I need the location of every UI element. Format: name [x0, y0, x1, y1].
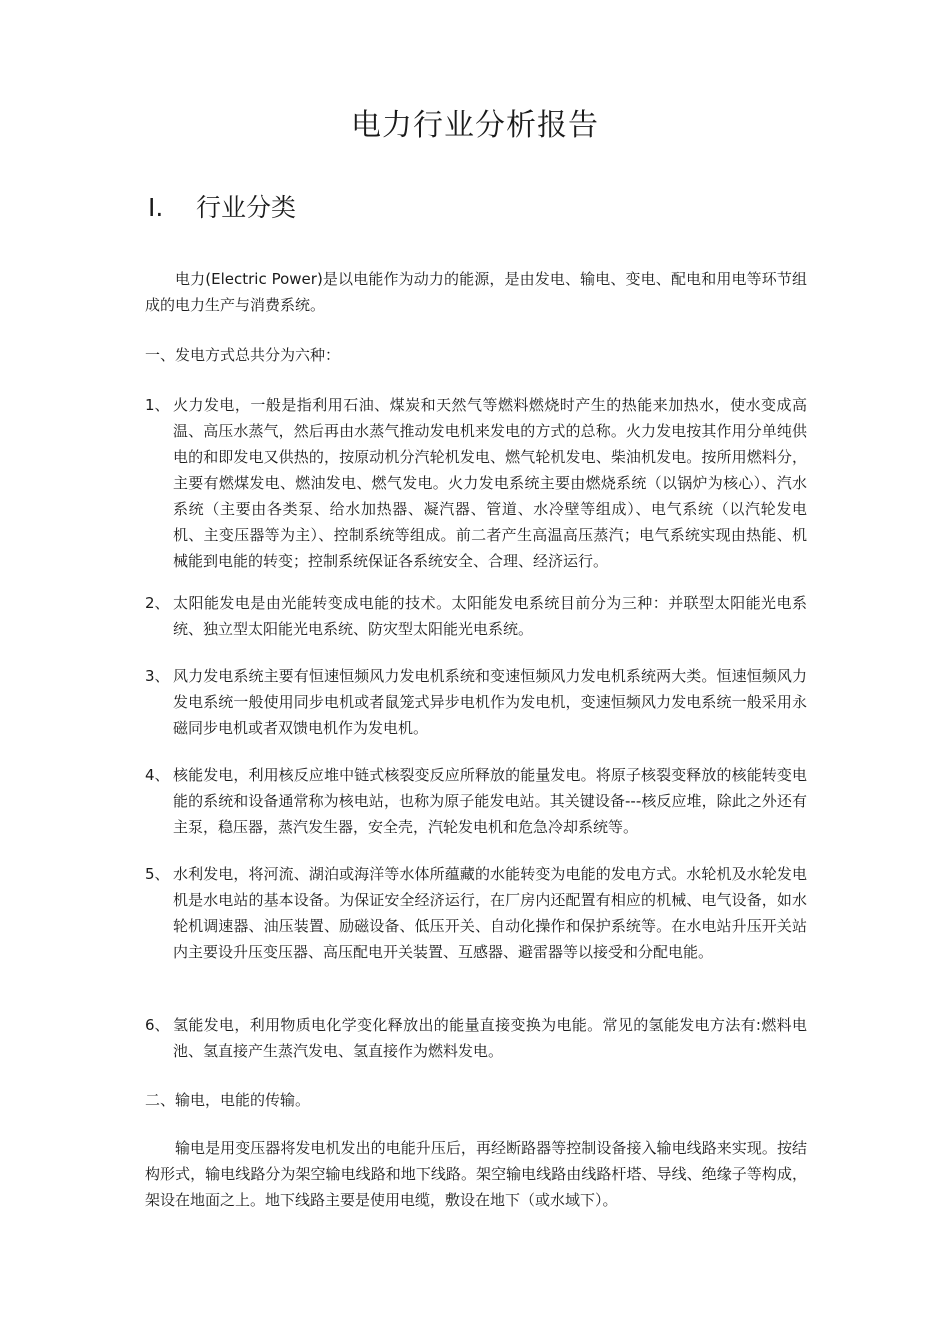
generation-heading: 一、发电方式总共分为六种：	[145, 346, 341, 364]
section-title: 行业分类	[196, 193, 297, 222]
list-item-text: 核能发电，利用核反应堆中链式核裂变反应所释放的能量发电。将原子核裂变释放的核能转变电能的系统和设备通常称为核电站，也称为原子能发电站。其关键设备---核反应堆，除此之外还有主泵，稳压器，蒸汽发生器，安全壳，汽轮发电机和危急冷却系统等。	[173, 766, 807, 836]
list-item	[145, 861, 807, 965]
list-item	[145, 663, 807, 741]
list-item-text: 太阳能发电是由光能转变成电能的技术。太阳能发电系统目前分为三种：并联型太阳能光电系统、独立型太阳能光电系统、防灾型太阳能光电系统。	[173, 594, 807, 638]
list-item	[145, 392, 807, 574]
list-item-marker: 5、	[145, 865, 170, 883]
intro-paragraph: 电力(Electric Power)是以电能作为动力的能源，是由发电、输电、变电、配电和用电等环节组成的电力生产与消费系统。	[145, 270, 807, 314]
section-heading	[148, 188, 296, 228]
list-item-text: 水利发电，将河流、湖泊或海洋等水体所蕴藏的水能转变为电能的发电方式。水轮机及水轮发电机是水电站的基本设备。为保证安全经济运行，在厂房内还配置有相应的机械、电气设备，如水轮机调速器、油压装置、励磁设备、低压开关、自动化操作和保护系统等。在水电站升压开关站内主要设升压变压器、高压配电开关装置、互感器、避雷器等以接受和分配电能。	[173, 865, 807, 961]
list-item-text: 火力发电，一般是指利用石油、煤炭和天然气等燃料燃烧时产生的热能来加热水，使水变成高温、高压水蒸气，然后再由水蒸气推动发电机来发电的方式的总称。火力发电按其作用分单纯供电的和即发电又供热的，按原动机分汽轮机发电、燃气轮机发电、柴油机发电。按所用燃料分，主要有燃煤发电、燃油发电、燃气发电。火力发电系统主要由燃烧系统（以锅炉为核心）、汽水系统（主要由各类泵、给水加热器、凝汽器、管道、水冷壁等组成）、电气系统（以汽轮发电机、主变压器等为主）、控制系统等组成。前二者产生高温高压蒸汽；电气系统实现由热能、机械能到电能的转变；控制系统保证各系统安全、合理、经济运行。	[173, 396, 807, 570]
list-item	[145, 590, 807, 642]
list-item-marker: 2、	[145, 594, 170, 612]
list-item	[145, 1012, 807, 1064]
transmission-paragraph: 输电是用变压器将发电机发出的电能升压后，再经断路器等控制设备接入输电线路来实现。按结构形式，输电线路分为架空输电线路和地下线路。架空输电线路由线路杆塔、导线、绝缘子等构成，架设在地面之上。地下线路主要是使用电缆，敷设在地下（或水域下）。	[145, 1139, 807, 1209]
document-title: 电力行业分析报告	[351, 108, 599, 143]
transmission-heading: 二、输电，电能的传输。	[145, 1091, 311, 1109]
section-number: Ⅰ.	[148, 193, 164, 222]
list-item-text: 氢能发电，利用物质电化学变化释放出的能量直接变换为电能。常见的氢能发电方法有:燃料电池、氢直接产生蒸汽发电、氢直接作为燃料发电。	[173, 1016, 807, 1060]
list-item-marker: 6、	[145, 1016, 170, 1034]
list-item-marker: 3、	[145, 667, 170, 685]
list-item-text: 风力发电系统主要有恒速恒频风力发电机系统和变速恒频风力发电机系统两大类。恒速恒频风力发电系统一般使用同步电机或者鼠笼式异步电机作为发电机，变速恒频风力发电系统一般采用永磁同步电机或者双馈电机作为发电机。	[173, 667, 807, 737]
list-item-marker: 4、	[145, 766, 170, 784]
list-item	[145, 762, 807, 840]
list-item-marker: 1、	[145, 396, 170, 414]
